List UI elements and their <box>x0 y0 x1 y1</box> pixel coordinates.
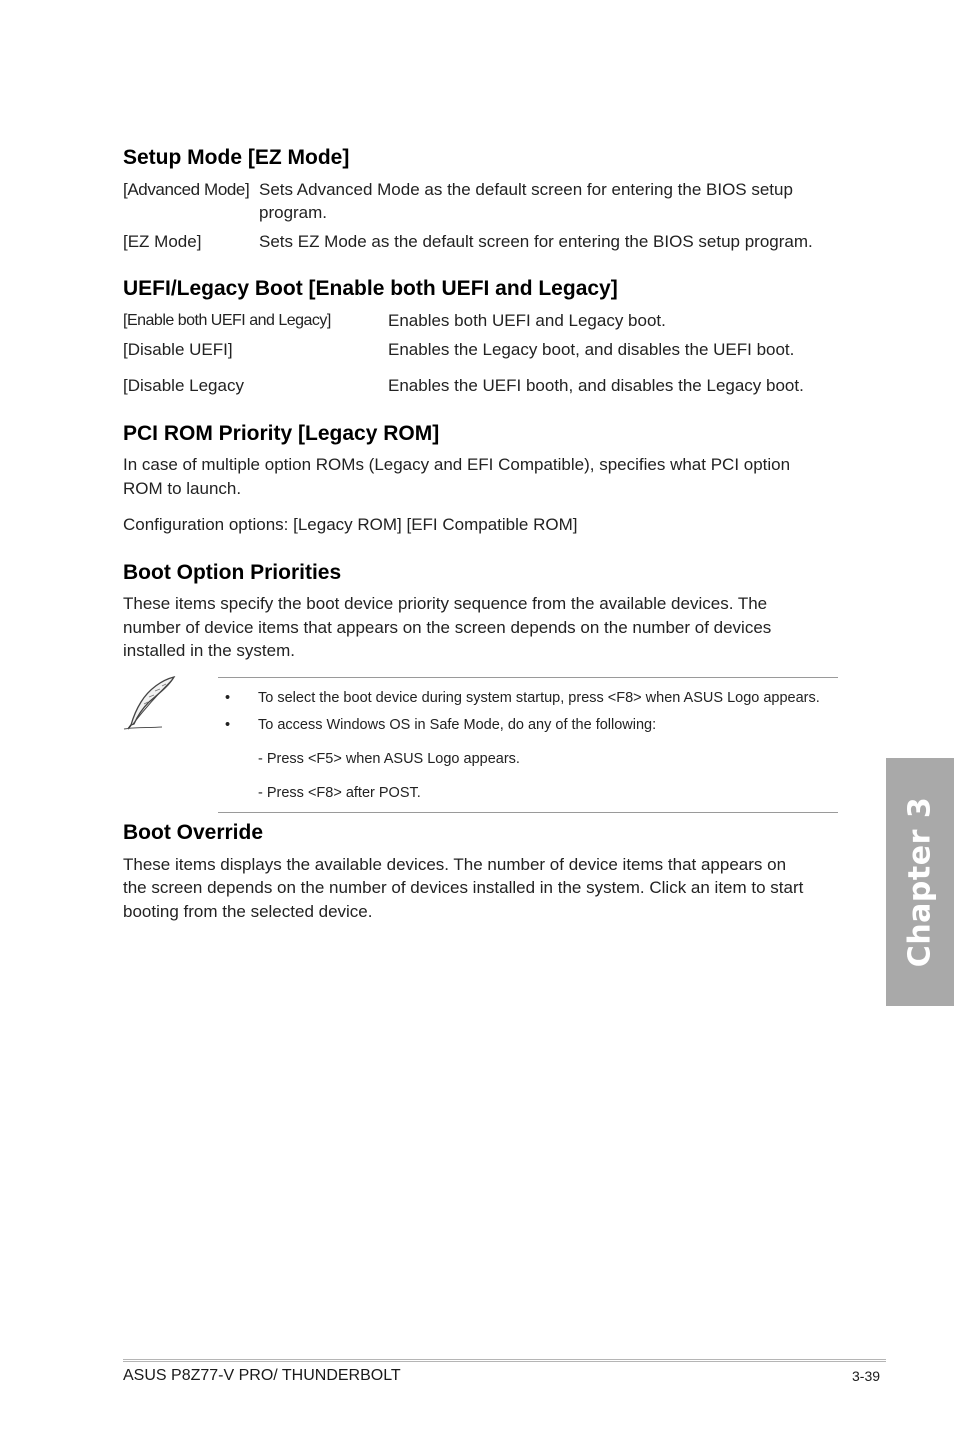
desc-enable-both: Enables both UEFI and Legacy boot. <box>388 311 666 330</box>
uefi-legacy-heading: UEFI/Legacy Boot [Enable both UEFI and Legacy] <box>123 277 618 300</box>
pci-rom-config: Configuration options: [Legacy ROM] [EFI Compatible ROM] <box>123 515 578 534</box>
footer-page-number: 3-39 <box>852 1368 881 1384</box>
pci-rom-heading: PCI ROM Priority [Legacy ROM] <box>123 422 440 445</box>
boot-option-para-line1: These items specify the boot device priority sequence from the available devices. The <box>123 594 768 613</box>
option-advanced-mode: [Advanced Mode] <box>123 180 250 199</box>
desc-disable-legacy: Enables the UEFI booth, and disables the Legacy boot. <box>388 376 804 395</box>
desc-advanced-mode-cont: program. <box>259 203 328 222</box>
desc-ez-mode: Sets EZ Mode as the default screen for entering the BIOS setup program. <box>259 232 813 251</box>
desc-advanced-mode: Sets Advanced Mode as the default screen for entering the BIOS setup <box>259 180 793 199</box>
chapter-tab <box>886 758 954 1006</box>
footer-rule <box>123 1359 886 1362</box>
boot-option-para-line2: number of device items that appears on the screen depends on the number of devices <box>123 618 772 637</box>
option-enable-both: [Enable both UEFI and Legacy] <box>123 312 331 329</box>
boot-option-heading: Boot Option Priorities <box>123 561 342 584</box>
boot-override-para-line1: These items displays the available devices. The number of device items that appears on <box>123 855 787 874</box>
note-bullet-1-marker: • <box>225 690 231 706</box>
boot-override-para-line3: booting from the selected device. <box>123 902 373 921</box>
note-bullet-1: To select the boot device during system startup, press <F8> when ASUS Logo appears. <box>258 690 820 706</box>
note-subitem-1: - Press <F5> when ASUS Logo appears. <box>258 751 520 767</box>
option-disable-legacy: [Disable Legacy <box>123 376 244 395</box>
pci-rom-para-line1: In case of multiple option ROMs (Legacy and EFI Compatible), specifies what PCI option <box>123 455 791 474</box>
note-bullet-2-marker: • <box>225 717 231 733</box>
boot-override-heading: Boot Override <box>123 821 264 844</box>
boot-override-para-line2: the screen depends on the number of devices installed in the system. Click an item to start <box>123 878 804 897</box>
note-top-rule <box>218 677 838 678</box>
pci-rom-para-line2: ROM to launch. <box>123 479 242 498</box>
footer-product: ASUS P8Z77-V PRO/ THUNDERBOLT <box>123 1367 401 1384</box>
desc-disable-uefi: Enables the Legacy boot, and disables the UEFI boot. <box>388 340 795 359</box>
boot-option-para-line3: installed in the system. <box>123 641 295 660</box>
note-subitem-2: - Press <F8> after POST. <box>258 785 421 801</box>
feather-pen-icon <box>122 674 180 732</box>
option-ez-mode: [EZ Mode] <box>123 232 202 251</box>
setup-mode-heading: Setup Mode [EZ Mode] <box>123 146 350 169</box>
note-bullet-2: To access Windows OS in Safe Mode, do any of the following: <box>258 717 657 733</box>
note-bottom-rule <box>218 812 838 813</box>
chapter-label: Chapter 3 <box>902 796 938 968</box>
option-disable-uefi: [Disable UEFI] <box>123 340 233 359</box>
